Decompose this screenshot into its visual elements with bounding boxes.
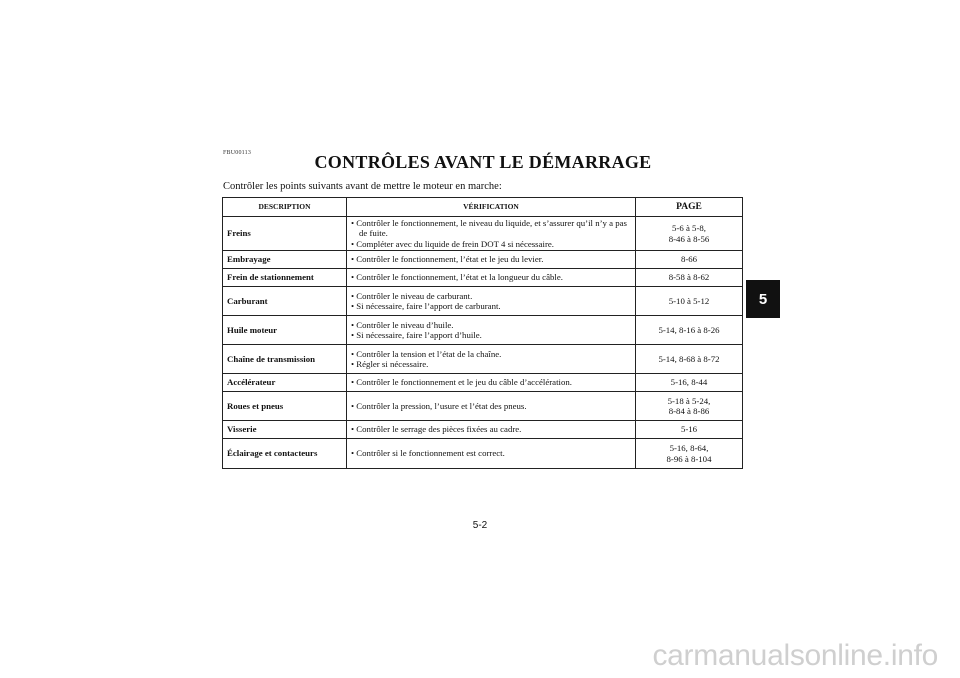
header-description: DESCRIPTION (223, 198, 347, 217)
page-reference-line: 8-84 à 8-86 (668, 406, 710, 416)
row-page-reference (636, 392, 743, 421)
row-description: Roues et pneus (223, 392, 347, 421)
row-description: Carburant (223, 287, 347, 316)
row-verification (347, 421, 636, 439)
table-row (223, 287, 743, 316)
checks-table (222, 197, 743, 469)
check-item: • Contrôler le fonctionnement, l’état et la longueur du câble. (351, 272, 563, 283)
row-page-reference (636, 217, 743, 251)
row-verification (347, 287, 636, 316)
page-reference-line: 5-14, 8-16 à 8-26 (658, 324, 720, 335)
row-verification (347, 392, 636, 421)
watermark: carmanualsonline.info (652, 639, 938, 672)
table-row (223, 217, 743, 251)
row-page-reference (636, 374, 743, 392)
page-reference-line: 5-10 à 5-12 (668, 295, 710, 306)
check-item: • Contrôler le niveau d’huile. (351, 319, 454, 330)
table-row (223, 439, 743, 469)
page-reference-line: 8-66 (680, 254, 698, 265)
check-item: • Contrôler le fonctionnement, l’état et le jeu du levier. (351, 254, 544, 265)
row-verification (347, 345, 636, 374)
row-page-reference (636, 421, 743, 439)
row-page-reference (636, 251, 743, 269)
row-page-reference (636, 345, 743, 374)
row-verification (347, 439, 636, 469)
document-code: FBU00113 (223, 150, 252, 156)
header-verification: VÉRIFICATION (347, 198, 636, 217)
check-item: • Si nécessaire, faire l’apport d’huile. (351, 330, 482, 340)
check-item: • Contrôler la pression, l’usure et l’état des pneus. (351, 400, 527, 411)
row-page-reference (636, 439, 743, 469)
check-item: • Compléter avec du liquide de frein DOT 4 si nécessaire. (351, 238, 554, 249)
check-item: • Contrôler le niveau de carburant. (351, 290, 473, 301)
row-description: Frein de stationnement (223, 269, 347, 287)
row-description: Huile moteur (223, 316, 347, 345)
table-header-row (223, 198, 743, 217)
check-item: • Contrôler la tension et l’état de la chaîne. (351, 348, 502, 359)
row-verification (347, 316, 636, 345)
row-description: Embrayage (223, 251, 347, 269)
page-title: CONTRÔLES AVANT LE DÉMARRAGE (314, 152, 652, 172)
page-number: 5-2 (472, 520, 488, 531)
row-description: Éclairage et contacteurs (223, 439, 347, 469)
row-page-reference (636, 287, 743, 316)
page-reference-line: 8-96 à 8-104 (666, 453, 712, 464)
page-reference-line: 8-46 à 8-56 (668, 233, 710, 244)
check-item: • Contrôler le fonctionnement et le jeu du câble d’accélération. (351, 377, 572, 388)
page-reference-line: 5-14, 8-68 à 8-72 (658, 353, 720, 364)
row-description: Freins (223, 217, 347, 251)
row-page-reference (636, 316, 743, 345)
page-reference-line: 5-6 à 5-8, (672, 223, 706, 233)
row-verification (347, 374, 636, 392)
row-description: Accélérateur (223, 374, 347, 392)
row-description: Chaîne de transmission (223, 345, 347, 374)
table-row (223, 251, 743, 269)
row-verification (347, 217, 636, 251)
header-page: PAGE (636, 198, 743, 217)
page-reference-line: 5-16, 8-64, (669, 443, 709, 453)
table-row (223, 269, 743, 287)
row-verification (347, 269, 636, 287)
page-reference-line: 5-18 à 5-24, (667, 395, 711, 406)
table-row (223, 392, 743, 421)
table-row (223, 345, 743, 374)
chapter-tab: 5 (746, 280, 780, 318)
row-verification (347, 251, 636, 269)
page-reference-line: 5-16 (680, 424, 698, 435)
page-reference-line: 8-58 à 8-62 (668, 272, 710, 283)
check-item: • Contrôler si le fonctionnement est correct. (351, 448, 505, 459)
check-item: • Si nécessaire, faire l’apport de carburant. (351, 301, 501, 311)
check-item: • Régler si nécessaire. (351, 359, 429, 369)
page-reference-line: 5-16, 8-44 (670, 377, 708, 388)
check-item: • Contrôler le serrage des pièces fixées au cadre. (351, 424, 522, 435)
intro-text: Contrôler les points suivants avant de mettre le moteur en marche: (223, 181, 502, 192)
table-row (223, 374, 743, 392)
table-row (223, 316, 743, 345)
row-description: Visserie (223, 421, 347, 439)
check-item: • Contrôler le fonctionnement, le niveau du liquide, et s’assurer qu’il n’y a pas de fuite. (351, 217, 627, 239)
table-row (223, 421, 743, 439)
row-page-reference (636, 269, 743, 287)
